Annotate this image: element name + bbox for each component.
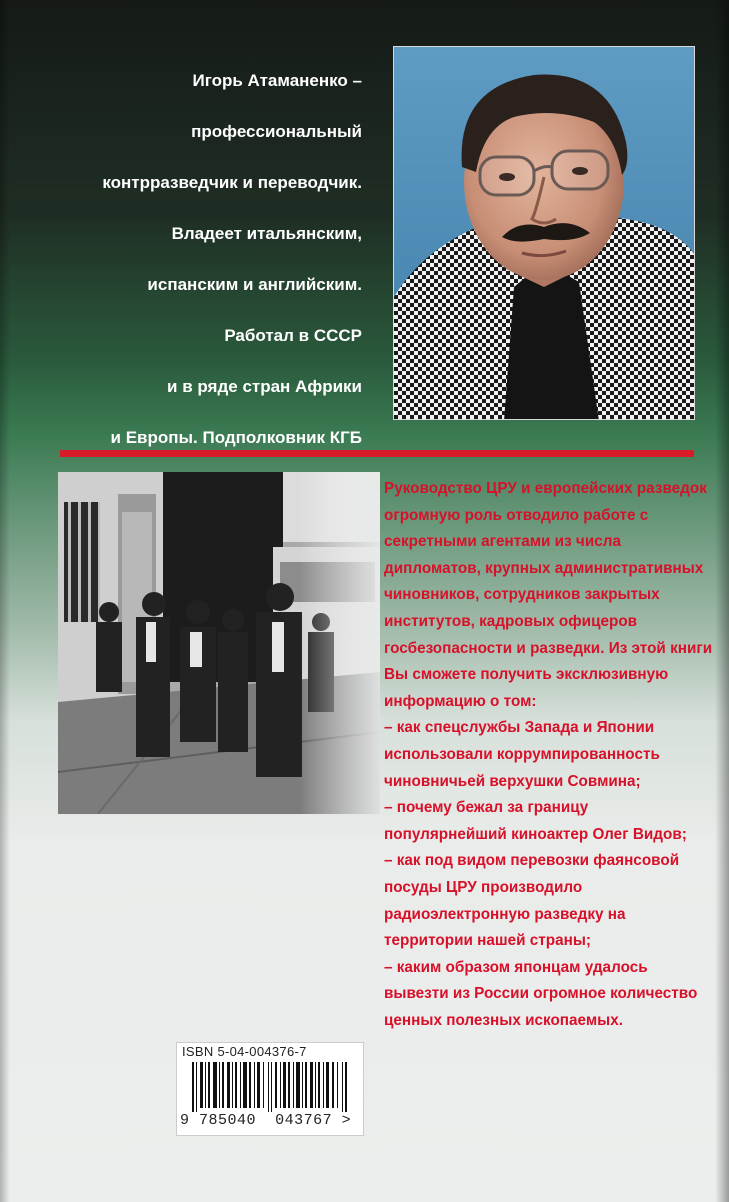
description-item: – почему бежал за границу популярнейший киноактер Олег Видов; [384,799,687,843]
book-description [384,476,714,1034]
barcode-bars [192,1062,352,1112]
description-item: – каким образом японцам удалось вывезти из России огромное количество ценных полезных ископаемых. [384,958,698,1029]
bio-line: профессиональный [191,121,362,141]
red-divider [60,450,694,457]
bio-line: и Европы. Подполковник КГБ [110,427,362,447]
ean-mid: 785040 [199,1112,257,1129]
ean-right: 043767 [275,1112,333,1129]
page-edge-shadow [715,0,729,1202]
description-item: – как спецслужбы Запада и Японии использовали коррумпированность чиновничьей верхушки Совмина; [384,719,660,790]
spine-shadow [0,0,10,1202]
author-portrait [393,46,695,420]
bio-line: Владеет итальянским, [171,223,362,243]
ean-left: 9 [180,1112,190,1129]
description-item: – как под видом перевозки фаянсовой посуды ЦРУ производило радиоэлектронную разведку на территории нашей страны; [384,852,680,950]
isbn-label: ISBN 5-04-004376-7 [182,1044,307,1059]
bio-line: и в ряде стран Африки [167,376,362,396]
description-intro: Руководство ЦРУ и европейских разведок огромную роль отводило работе с секретными агентами из числа дипломатов, крупных административных чиновников, сотрудников закрытых институтов, кадровых офицеров госбезопасности и разведки. Из этой книги Вы сможете получить эксклюзивную информацию о том: [384,480,713,710]
ean-arrow: > [341,1112,352,1129]
arrest-photo [58,472,380,814]
bio-line: испанским и английским. [147,274,362,294]
ean-digits [180,1112,351,1129]
bio-line: Игорь Атаманенко – [192,70,362,90]
bio-line: контрразведчик и переводчик. [102,172,362,192]
bio-line: Работал в СССР [224,325,362,345]
